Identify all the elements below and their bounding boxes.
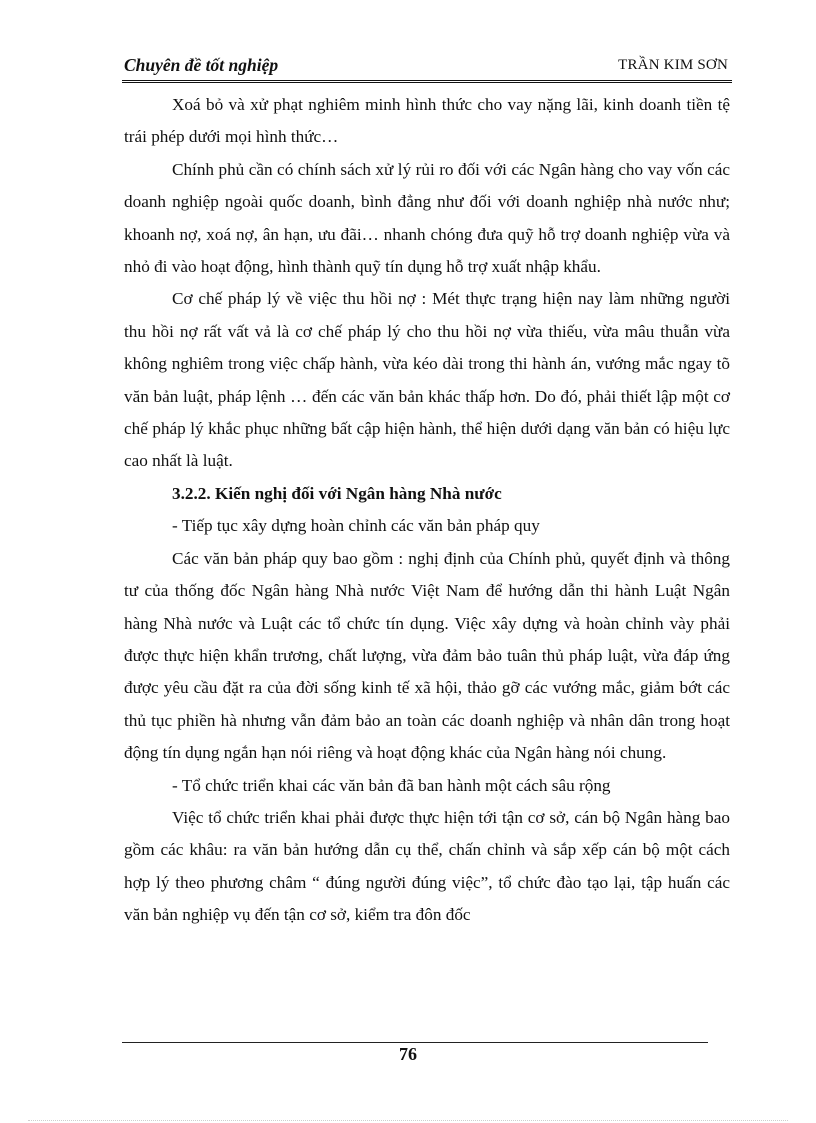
paragraph-usury: Xoá bỏ và xử phạt nghiêm minh hình thức cho vay nặng lãi, kinh doanh tiền tệ trái phép dưới mọi hình thức…: [124, 95, 730, 147]
bullet-legal-documents: - Tiếp tục xây dựng hoàn chỉnh các văn bản pháp quy: [172, 516, 540, 536]
footer-divider: [122, 1042, 708, 1043]
document-title: Chuyên đề tốt nghiệp: [124, 55, 279, 75]
bullet-implementation: - Tổ chức triển khai các văn bản đã ban hành một cách sâu rộng: [172, 775, 611, 795]
section-heading: 3.2.2. Kiến nghị đối với Ngân hàng Nhà nước: [172, 483, 502, 503]
page-number: 76: [399, 1044, 417, 1064]
body-text: [124, 89, 730, 932]
paragraph-risk-policy: Chính phủ cần có chính sách xử lý rủi ro đối với các Ngân hàng cho vay vốn các doanh nghiệp ngoài quốc doanh, bình đẳng như đối với doanh nghiệp nhà nước như; khoanh nợ, xoá nợ, ân hạn, ưu đãi… nhanh chóng đưa quỹ hỗ trợ doanh nghiệp vừa và nhỏ đi vào hoạt động, hình thành quỹ tín dụng hỗ trợ xuất nhập khẩu.: [124, 159, 730, 277]
page-bottom-edge: [28, 1120, 788, 1121]
author-name: TRẦN KIM SƠN: [618, 57, 728, 73]
paragraph-debt-recovery: Cơ chế pháp lý về việc thu hồi nợ : Mét thực trạng hiện nay làm những người thu hồi nợ rất vất vả là cơ chế pháp lý cho thu hồi nợ vừa thiếu, vừa mâu thuẫn vừa không nghiêm trong việc chấp hành, vừa kéo dài trong thi hành án, vướng mắc ngay tõ văn bản luật, pháp lệnh … đến các văn bản khác thấp hơn. Do đó, phải thiết lập một cơ chế pháp lý khắc phục những bất cập hiện hành, thể hiện dưới dạng văn bản có hiệu lực cao nhất là luật.: [124, 289, 730, 471]
paragraph-legal-documents: Các văn bản pháp quy bao gồm : nghị định của Chính phủ, quyết định và thông tư của thống đốc Ngân hàng Nhà nước Việt Nam để hướng dẫn thi hành Luật Ngân hàng Nhà nước và Luật các tổ chức tín dụng. Việc xây dựng và hoàn chỉnh vày phải được thực hiện khẩn trương, chất lượng, vừa đảm bảo tuân thủ pháp luật, vừa đáp ứng được yêu cầu đặt ra của đời sống kinh tế xã hội, thảo gỡ các vướng mắc, giảm bớt các thủ tục phiền hà nhưng vẫn đảm bảo an toàn các doanh nghiệp và nhân dân trong hoạt động tín dụng ngắn hạn nói riêng và hoạt động khác của Ngân hàng nói chung.: [124, 548, 730, 763]
paragraph-implementation: Việc tổ chức triển khai phải được thực hiện tới tận cơ sở, cán bộ Ngân hàng bao gồm các khâu: ra văn bản hướng dẫn cụ thể, chấn chỉnh và sắp xếp cán bộ một cách hợp lý theo phương châm “ đúng người đúng việc”, tổ chức đào tạo lại, tập huấn các văn bản nghiệp vụ đến tận cơ sở, kiểm tra đôn đốc: [124, 807, 730, 925]
page-header: [122, 54, 732, 83]
